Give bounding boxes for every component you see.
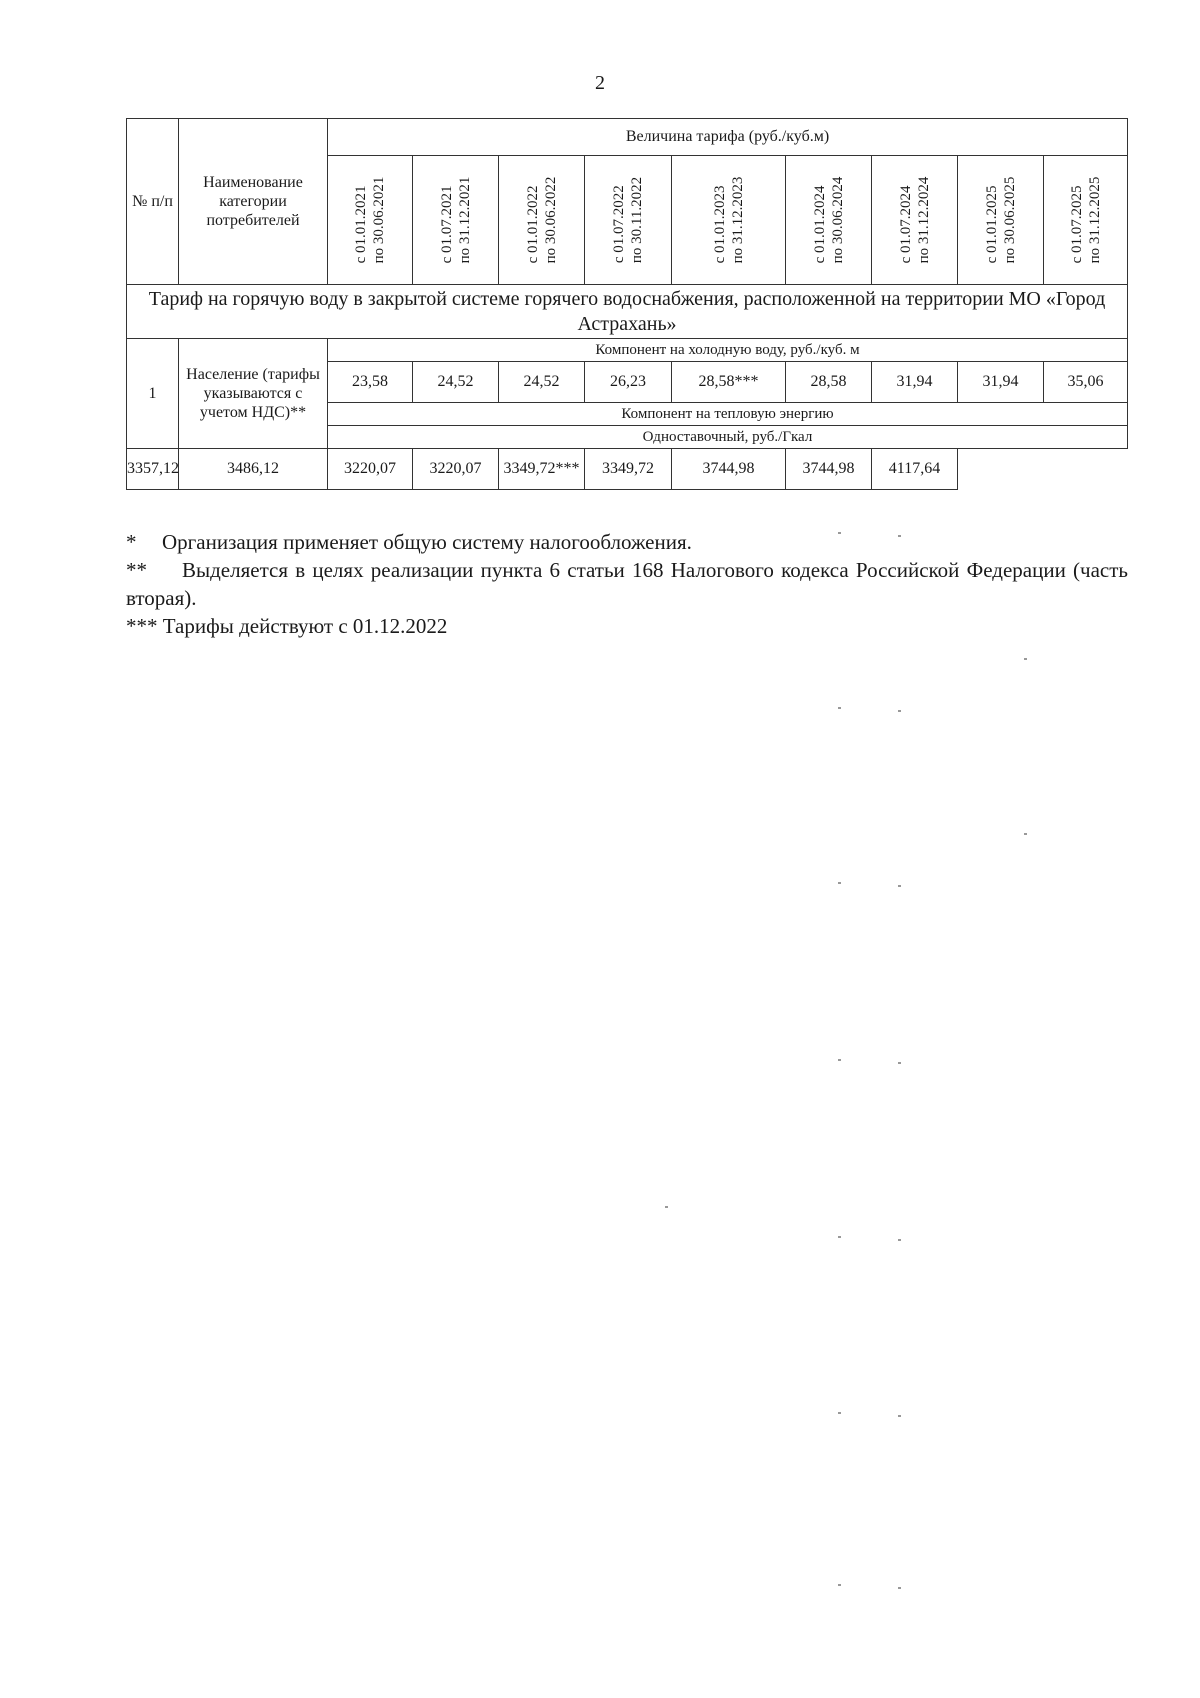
heat-rate-type-label: Одноставочный, руб./Гкал	[328, 426, 1128, 449]
cold-water-value-cell: 24,52	[499, 362, 585, 403]
heat-value-cell: 3357,12	[127, 449, 179, 490]
heat-value-cell: 3744,98	[672, 449, 786, 490]
scan-speck	[838, 1236, 841, 1238]
cold-water-value-cell: 23,58	[328, 362, 413, 403]
heat-value-cell: 3220,07	[413, 449, 499, 490]
period-to: по 30.06.2024	[829, 176, 846, 264]
scan-speck	[838, 1584, 841, 1586]
heat-value-cell: 3349,72***	[499, 449, 585, 490]
cold-water-value-cell: 28,58***	[672, 362, 786, 403]
scan-speck	[898, 1587, 901, 1589]
scan-speck	[898, 885, 901, 887]
header-category-name: Наименование категории потребителей	[179, 119, 328, 285]
scan-speck	[898, 1415, 901, 1417]
period-to: по 30.06.2022	[542, 176, 559, 264]
period-header-cell	[958, 156, 1044, 285]
scan-speck	[898, 1239, 901, 1241]
period-to: по 31.12.2023	[729, 176, 746, 264]
footnote-text: Организация применяет общую систему налогообложения.	[162, 530, 692, 554]
scan-speck	[838, 532, 841, 534]
footnotes	[126, 528, 1128, 640]
period-label	[811, 177, 847, 264]
footnote-3	[126, 612, 1128, 640]
period-to: по 31.12.2025	[1086, 176, 1103, 264]
period-header-cell	[872, 156, 958, 285]
period-to: по 30.11.2022	[629, 176, 645, 264]
heat-component-label: Компонент на тепловую энергию	[328, 403, 1128, 426]
cold-water-component-label: Компонент на холодную воду, руб./куб. м	[328, 339, 1128, 362]
period-from: с 01.07.2021	[438, 185, 455, 264]
period-to: по 31.12.2021	[456, 176, 473, 264]
heat-values-row	[127, 449, 1128, 490]
footnote-mark: **	[126, 558, 147, 582]
period-label	[1068, 177, 1104, 264]
scan-speck	[838, 1412, 841, 1414]
period-header-cell	[786, 156, 872, 285]
period-header-cell	[672, 156, 786, 285]
footnote-2	[126, 556, 1128, 612]
cold-water-value-cell: 28,58	[786, 362, 872, 403]
tariff-table	[126, 118, 1128, 490]
footnote-mark: *	[126, 530, 137, 554]
scan-speck	[898, 535, 901, 537]
footnote-mark: ***	[126, 614, 158, 638]
section-title: Тариф на горячую воду в закрытой системе горячего водоснабжения, расположенной на территории МО «Город Астрахань»	[127, 285, 1128, 339]
scan-speck	[838, 707, 841, 709]
row-number: 1	[127, 339, 179, 449]
period-label	[711, 177, 747, 264]
period-from: с 01.01.2023	[711, 185, 728, 264]
row-category: Население (тарифы указываются с учетом НДС)**	[179, 339, 328, 449]
period-header-cell	[499, 156, 585, 285]
period-to: по 30.06.2021	[371, 176, 387, 264]
heat-value-cell: 4117,64	[872, 449, 958, 490]
period-header-cell	[585, 156, 672, 285]
period-from: с 01.01.2022	[524, 185, 541, 264]
footnote-1	[126, 528, 1128, 556]
footnote-text: Тарифы действуют с 01.12.2022	[162, 614, 448, 638]
period-from: с 01.07.2022	[611, 185, 627, 264]
cold-water-value-cell: 31,94	[872, 362, 958, 403]
footnote-text: Выделяется в целях реализации пункта 6 статьи 168 Налогового кодекса Российской Федерации (часть вторая).	[126, 558, 1128, 610]
heat-value-cell: 3486,12	[179, 449, 328, 490]
period-to: по 31.12.2024	[915, 176, 932, 264]
period-from: с 01.01.2021	[353, 185, 369, 264]
header-num: № п/п	[127, 119, 179, 285]
scan-speck	[665, 1206, 668, 1208]
heat-value-cell: 3349,72	[585, 449, 672, 490]
scan-speck	[838, 1059, 841, 1061]
period-label	[438, 177, 474, 264]
scan-speck	[898, 1062, 901, 1064]
period-from: с 01.01.2025	[983, 185, 1000, 264]
period-label	[897, 177, 933, 264]
scan-speck	[1024, 658, 1027, 660]
heat-value-cell: 3220,07	[328, 449, 413, 490]
period-label	[352, 177, 388, 264]
period-header-cell	[1044, 156, 1128, 285]
period-label	[524, 177, 560, 264]
period-to: по 30.06.2025	[1001, 176, 1018, 264]
period-header-cell	[328, 156, 413, 285]
page-number: 2	[595, 72, 605, 94]
period-from: с 01.01.2024	[811, 185, 828, 264]
cold-water-value-cell: 31,94	[958, 362, 1044, 403]
heat-value-cell: 3744,98	[786, 449, 872, 490]
cold-water-value-cell: 24,52	[413, 362, 499, 403]
period-header-cell	[413, 156, 499, 285]
cold-water-value-cell: 26,23	[585, 362, 672, 403]
header-tariff-value: Величина тарифа (руб./куб.м)	[328, 119, 1128, 156]
period-label	[983, 177, 1019, 264]
period-from: с 01.07.2024	[897, 185, 914, 264]
period-from: с 01.07.2025	[1068, 185, 1085, 264]
cold-water-value-cell: 35,06	[1044, 362, 1128, 403]
period-label	[610, 177, 646, 263]
scan-speck	[898, 710, 901, 712]
scan-speck	[1024, 833, 1027, 835]
scan-speck	[838, 882, 841, 884]
